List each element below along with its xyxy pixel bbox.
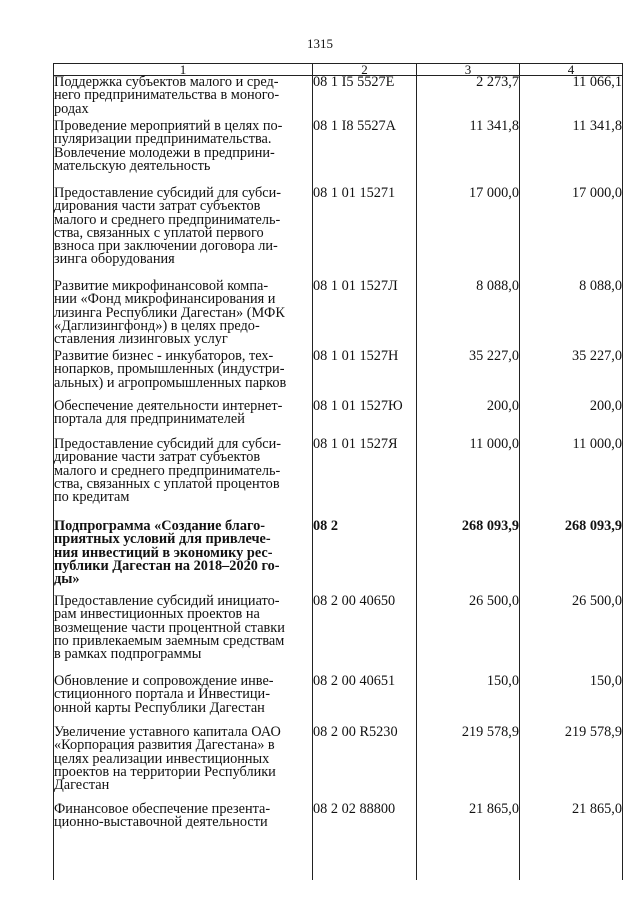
row-value-col4-cell: 219 578,9 [520, 726, 623, 803]
table-row [54, 595, 623, 675]
row-name-cell: Развитие бизнес - инкубаторов, тех- нопарков, промышленных (индустри- альных) и агропромышленных парков [54, 350, 313, 400]
row-name-cell: Предоставление субсидий для субси- дирования части затрат субъектов малого и среднего предприниматель- ства, связанных с уплатой первого взноса при заключении договора ли- зинга оборудования [54, 187, 313, 280]
column-header-1: 1 [54, 64, 313, 76]
row-value-col3-cell: 219 578,9 [417, 726, 520, 803]
row-code-cell: 08 1 01 1527Ю [313, 400, 417, 438]
row-code-cell: 08 1 01 15271 [313, 187, 417, 280]
row-value-col4-cell: 150,0 [520, 675, 623, 726]
table-row [54, 187, 623, 280]
row-name-cell: Обновление и сопровождение инве- стиционного портала и Инвестици- онной карты Республики Дагестан [54, 675, 313, 726]
row-name-cell: Увеличение уставного капитала ОАО «Корпорация развития Дагестана» в целях реализации инвестиционных проектов на территории Республики Дагестан [54, 726, 313, 803]
row-name-cell: Обеспечение деятельности интернет- портала для предпринимателей [54, 400, 313, 438]
row-code-cell: 08 2 00 R5230 [313, 726, 417, 803]
row-code-cell: 08 2 [313, 520, 417, 595]
row-value-col4-cell: 26 500,0 [520, 595, 623, 675]
row-name-cell: Подпрограмма «Создание благо- приятных условий для привлече- ния инвестиций в экономику рес- публики Дагестан на 2018–2020 го- ды» [54, 520, 313, 595]
row-name-cell: Предоставление субсидий для субси- дирование части затрат субъектов малого и среднего предприниматель- ства, связанных с уплатой процентов по кредитам [54, 438, 313, 520]
row-value-col4-cell: 17 000,0 [520, 187, 623, 280]
empty-cell [417, 852, 520, 880]
table-row [54, 438, 623, 520]
table-row [54, 675, 623, 726]
row-value-col3-cell: 26 500,0 [417, 595, 520, 675]
row-code-cell: 08 2 00 40650 [313, 595, 417, 675]
row-value-col3-cell: 8 088,0 [417, 280, 520, 350]
row-code-cell: 08 1 01 1527Н [313, 350, 417, 400]
table-row [54, 520, 623, 595]
row-value-col3-cell: 17 000,0 [417, 187, 520, 280]
row-value-col3-cell: 21 865,0 [417, 803, 520, 852]
row-value-col3-cell: 11 000,0 [417, 438, 520, 520]
table-row [54, 726, 623, 803]
row-name-cell: Финансовое обеспечение презента- ционно-выставочной деятельности [54, 803, 313, 852]
row-code-cell: 08 2 00 40651 [313, 675, 417, 726]
row-code-cell: 08 1 I8 5527А [313, 120, 417, 187]
empty-cell [54, 852, 313, 880]
row-value-col4-cell: 21 865,0 [520, 803, 623, 852]
column-header-3: 3 [417, 64, 520, 76]
row-name-cell: Предоставление субсидий инициато- рам инвестиционных проектов на возмещение части процентной ставки по привлекаемым заемным средствам в рамках подпрограммы [54, 595, 313, 675]
row-code-cell: 08 1 I5 5527Е [313, 76, 417, 121]
row-value-col3-cell: 200,0 [417, 400, 520, 438]
table-row [54, 400, 623, 438]
row-value-col4-cell: 11 066,1 [520, 76, 623, 121]
row-value-col3-cell: 268 093,9 [417, 520, 520, 595]
row-value-col4-cell: 35 227,0 [520, 350, 623, 400]
row-code-cell: 08 1 01 1527Л [313, 280, 417, 350]
page-number: 1315 [307, 36, 333, 51]
row-value-col3-cell: 11 341,8 [417, 120, 520, 187]
budget-table [53, 63, 623, 880]
row-name-cell: Проведение мероприятий в целях по- пуляризации предпринимательства. Вовлечение молодежи в предприни- мательскую деятельность [54, 120, 313, 187]
table-bottom-filler [54, 852, 623, 880]
row-value-col4-cell: 200,0 [520, 400, 623, 438]
row-value-col4-cell: 268 093,9 [520, 520, 623, 595]
row-value-col3-cell: 35 227,0 [417, 350, 520, 400]
row-value-col4-cell: 8 088,0 [520, 280, 623, 350]
empty-cell [313, 852, 417, 880]
column-header-2: 2 [313, 64, 417, 76]
column-header-4: 4 [520, 64, 623, 76]
row-value-col4-cell: 11 341,8 [520, 120, 623, 187]
table-row [54, 803, 623, 852]
empty-cell [520, 852, 623, 880]
row-name-cell: Поддержка субъектов малого и сред- него предпринимательства в моного- родах [54, 76, 313, 121]
table-body [54, 76, 623, 881]
table-row [54, 120, 623, 187]
table-row [54, 280, 623, 350]
table-row [54, 76, 623, 121]
row-name-cell: Развитие микрофинансовой компа- нии «Фонд микрофинансирования и лизинга Республики Дагестан» (МФК «Даглизингфонд») в целях предо- ставления лизинговых услуг [54, 280, 313, 350]
row-code-cell: 08 1 01 1527Я [313, 438, 417, 520]
row-code-cell: 08 2 02 88800 [313, 803, 417, 852]
table-row [54, 350, 623, 400]
row-value-col3-cell: 150,0 [417, 675, 520, 726]
row-value-col3-cell: 2 273,7 [417, 76, 520, 121]
row-value-col4-cell: 11 000,0 [520, 438, 623, 520]
